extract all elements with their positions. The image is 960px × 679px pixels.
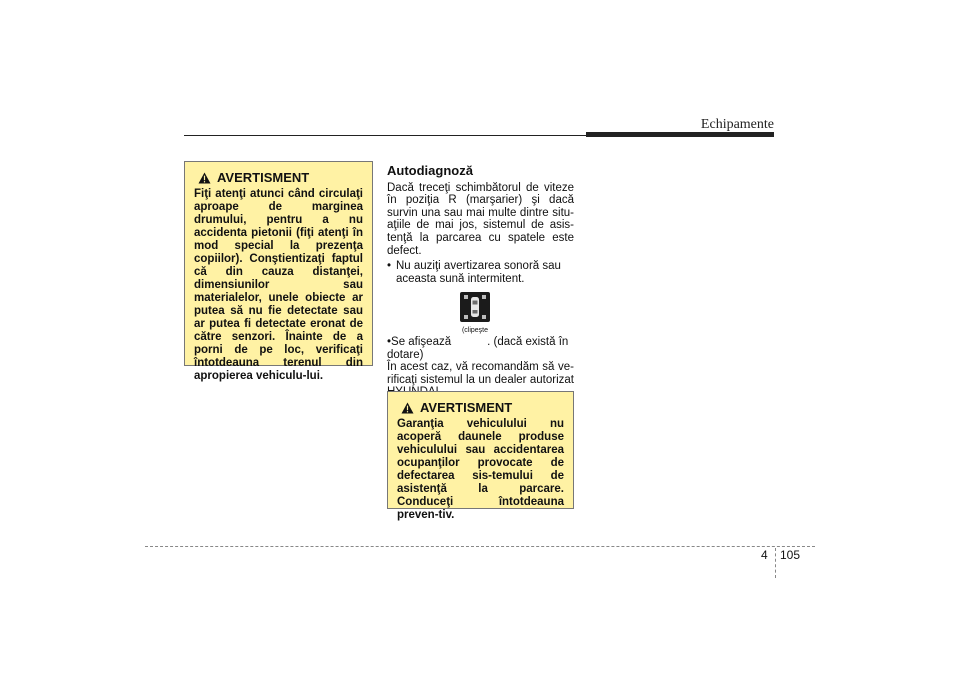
warning-header xyxy=(194,170,363,185)
warning-triangle-icon xyxy=(198,172,211,184)
display-suffix: . (dacă există în dotare) xyxy=(387,335,569,361)
header-rule-bar xyxy=(586,132,774,137)
footer-rule xyxy=(145,546,815,547)
warning-title: AVERTISMENT xyxy=(217,170,310,185)
warning-box-right xyxy=(387,391,574,521)
image-caption: (clipeşte xyxy=(461,326,489,334)
section-title: Echipamente xyxy=(700,117,774,132)
warning-text: Fiţi atenţi atunci când circulaţi aproape de marginea drumului, pentru a nu accidenta pietonii (fiţi atenţi în mod special la prezenţa copiilor). Conştientizaţi faptul că din cauza distanţei, dimensiunilor sau materialelor, unele obiecte ar putea să nu fie detectate sau ar putea fi detectate eronat de către senzori. Înainte de a porni de pe loc, verificaţi întotdeauna terenul din apropierea vehiculu-lui. xyxy=(194,188,363,382)
chapter-number: 4 xyxy=(761,548,768,562)
page-number: 105 xyxy=(780,548,801,562)
warning-header xyxy=(397,400,564,415)
bullet-dot: • xyxy=(387,260,392,273)
bullet-text: Nu auziţi avertizarea sonoră sau aceasta sună intermitent. xyxy=(396,260,561,285)
intro-paragraph: Dacă treceţi schimbătorul de viteze în poziţia R (marşarier) şi dacă survin una sau mai multe dintre situ-aţiile de mai jos, sistemul de asis-tenţă la parcarea cu spatele este defect. xyxy=(387,181,574,257)
warning-box-left xyxy=(184,161,373,382)
conclusion-paragraph: În acest caz, vă recomandăm să ve-rificaţi sistemul la un dealer autorizat xyxy=(387,361,574,386)
section-heading: Autodiagnoză xyxy=(387,163,473,178)
parking-sensor-display-icon xyxy=(460,292,490,322)
bullet-item xyxy=(387,260,574,285)
sensor-display-figure xyxy=(455,292,495,335)
self-diagnosis-section xyxy=(387,165,574,399)
warning-triangle-icon xyxy=(401,402,414,414)
warning-title: AVERTISMENT xyxy=(420,400,513,415)
warning-text: Garanţia vehiculului nu acoperă daunele produse vehiculului sau accidentarea ocupanţilor provocate de defectarea sis-temului de asistenţă la parcare. Conduceţi întotdeauna preven-tiv. xyxy=(397,418,564,521)
display-line xyxy=(387,336,574,361)
footer-divider xyxy=(775,548,776,578)
display-prefix: •Se afişează xyxy=(387,335,452,348)
